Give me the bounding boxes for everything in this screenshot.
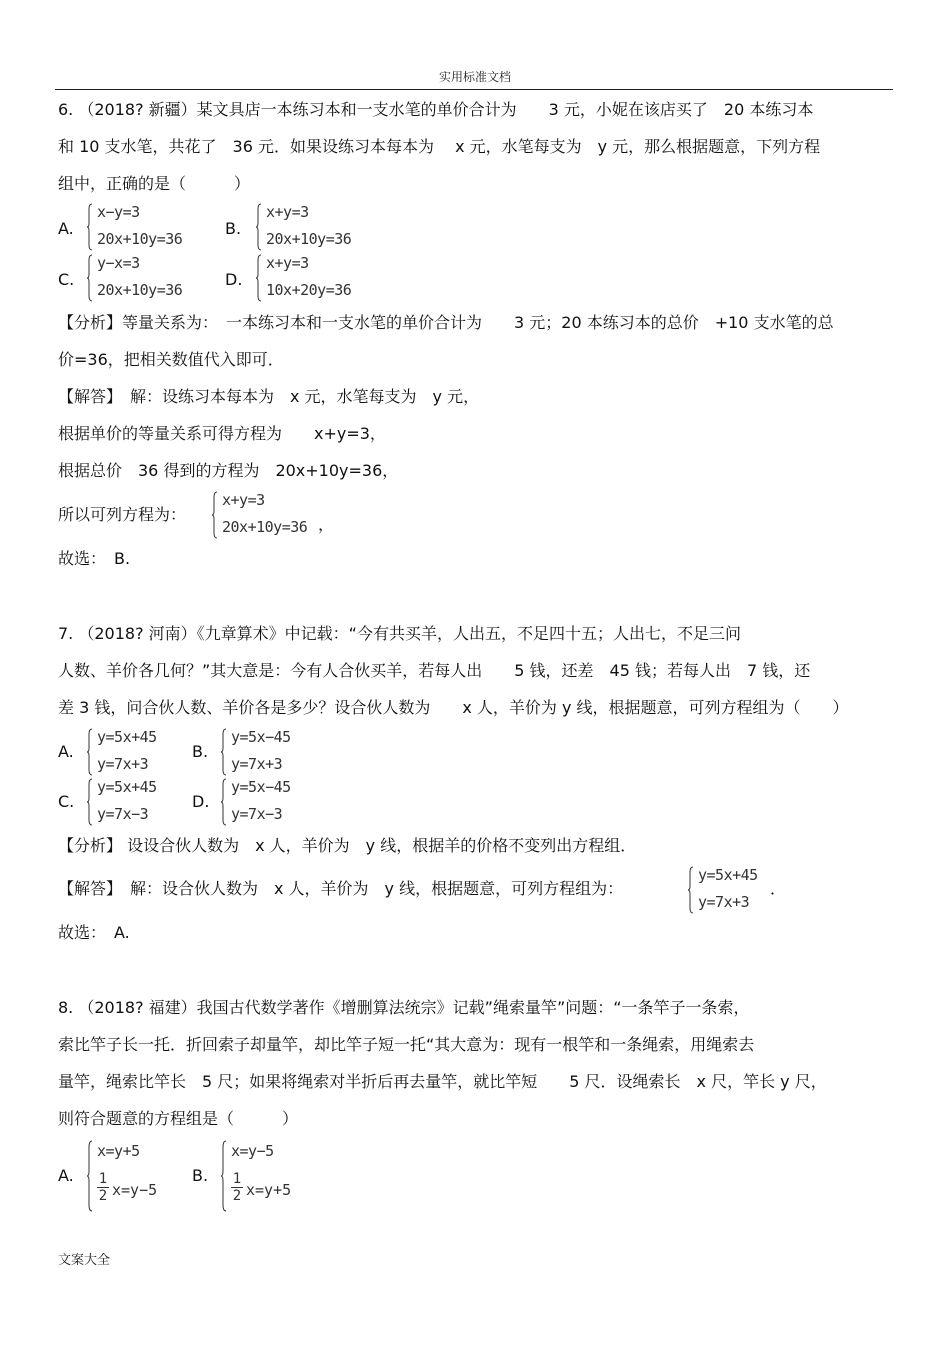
q7-option-a-system — [87, 728, 187, 776]
q8-line-2: 索比竿子长一托．折回索子却量竿，却比竿子短一托“其大意为：现有一根竿和一条绳索，用绳索去 — [58, 1035, 755, 1054]
q6-d-eq-1: x+y=3 — [266, 254, 309, 272]
q6-d-eq-2: 10x+20y=36 — [266, 281, 352, 299]
q7-option-b-system — [221, 728, 321, 776]
q6-line-1: 6. （2018? 新疆）某文具店一本练习本和一支水笔的单价合计为 3 元，小妮在该店买了 20 本练习本 — [58, 100, 814, 119]
brace-icon — [256, 254, 262, 302]
q7-a-eq-1: y=5x+45 — [97, 728, 157, 746]
q6-c-eq-1: y−x=3 — [97, 254, 140, 272]
fraction-denominator: 2 — [98, 1188, 108, 1204]
q7-option-d-letter: D. — [192, 792, 210, 811]
brace-icon — [688, 866, 694, 914]
q6-option-c-system — [87, 254, 207, 302]
q8-a-eq-1: x=y+5 — [97, 1142, 140, 1160]
brace-icon — [221, 728, 227, 776]
q6-analysis-line-2: 价=36，把相关数值代入即可． — [58, 350, 284, 369]
q6-b-eq-1: x+y=3 — [266, 203, 309, 221]
brace-icon — [87, 203, 93, 251]
q7-solution-tail: ． — [770, 879, 787, 898]
q7-b-eq-1: y=5x−45 — [231, 728, 291, 746]
q7-option-c-letter: C. — [58, 792, 75, 811]
q7-solution: 【解答】 解：设合伙人数为 x 人，羊价为 y 线，根据题意，可列方程组为： — [58, 879, 624, 898]
q6-so-label: 所以可列方程为： — [58, 505, 187, 524]
q6-final-system — [212, 491, 335, 539]
q8-a-fraction — [97, 1172, 109, 1203]
q7-option-d-system — [221, 778, 321, 826]
q7-line-1: 7. （2018? 河南）《九章算术》中记载：“今有共买羊，人出五，不足四十五；人出七，不足三问 — [58, 624, 741, 643]
q7-answer: 故选： A. — [58, 923, 130, 942]
brace-icon — [87, 254, 93, 302]
page-footer: 文案大全 — [58, 1253, 111, 1268]
brace-icon — [256, 203, 262, 251]
page-header: 实用标准文档 — [438, 70, 511, 84]
q8-line-4: 则符合题意的方程组是（ ） — [58, 1109, 299, 1128]
q6-option-c-letter: C. — [58, 270, 75, 289]
q6-a-eq-1: x−y=3 — [97, 203, 140, 221]
q8-line-3: 量竿，绳索比竿长 5 尺；如果将绳索对半折后再去量竿，就比竿短 5 尺．设绳索长 x 尺，竿长 y 尺， — [58, 1072, 827, 1091]
q7-option-c-system — [87, 778, 187, 826]
brace-icon — [87, 728, 93, 776]
q6-line-2: 和 10 支水笔，共花了 36 元．如果设练习本每本为 x 元，水笔每支为 y 元，那么根据题意，下列方程 — [58, 137, 821, 156]
q8-b-eq-2: x=y+5 — [246, 1181, 292, 1199]
fraction-denominator: 2 — [232, 1188, 242, 1204]
brace-icon — [221, 778, 227, 826]
q7-b-eq-2: y=7x+3 — [231, 755, 283, 773]
q6-a-eq-2: 20x+10y=36 — [97, 230, 183, 248]
q7-line-3: 差 3 钱，问合伙人数、羊价各是多少？设合伙人数为 x 人，羊价为 y 线，根据题意，可列方程组为（ ） — [58, 698, 849, 717]
q8-option-b-system — [221, 1140, 311, 1212]
fraction-numerator: 1 — [98, 1171, 108, 1187]
q8-b-eq-1: x=y−5 — [231, 1142, 274, 1160]
q8-b-fraction — [231, 1172, 243, 1203]
q6-b-eq-2: 20x+10y=36 — [266, 230, 352, 248]
q7-d-eq-1: y=5x−45 — [231, 778, 291, 796]
q6-option-d-system — [256, 254, 376, 302]
q7-a-eq-2: y=7x+3 — [97, 755, 149, 773]
q7-d-eq-2: y=7x−3 — [231, 805, 283, 823]
q7-line-2: 人数、羊价各几何？”其大意是：今有人合伙买羊，若每人出 5 钱，还差 45 钱；若每人出 7 钱，还 — [58, 661, 811, 680]
q6-option-b-letter: B. — [225, 219, 242, 238]
q6-option-b-system — [256, 203, 376, 251]
q6-final-tail: ， — [318, 515, 335, 534]
q7-option-b-letter: B. — [192, 742, 209, 761]
q6-analysis-line-1: 【分析】等量关系为： 一本练习本和一支水笔的单价合计为 3 元；20 本练习本的总价 +10 支水笔的总 — [58, 313, 834, 332]
q7-solution-eq-2: y=7x+3 — [698, 893, 750, 911]
q6-line-3: 组中，正确的是（ ） — [58, 174, 251, 193]
q8-option-b-letter: B. — [192, 1166, 209, 1185]
q6-option-d-letter: D. — [225, 270, 243, 289]
q8-a-eq-2: x=y−5 — [112, 1181, 158, 1199]
q6-final-eq-1: x+y=3 — [222, 491, 265, 509]
q8-line-1: 8. （2018? 福建）我国古代数学著作《增删算法统宗》记载”绳索量竿”问题：“一条竿子一条索， — [58, 998, 750, 1017]
q6-solution-line-3: 根据总价 36 得到的方程为 20x+10y=36， — [58, 461, 399, 480]
q6-solution-line-1: 【解答】 解：设练习本每本为 x 元，水笔每支为 y 元， — [58, 387, 480, 406]
brace-icon — [87, 1140, 93, 1212]
q6-option-a-letter: A. — [58, 219, 74, 238]
q7-analysis: 【分析】 设设合伙人数为 x 人，羊价为 y 线，根据羊的价格不变列出方程组． — [58, 836, 637, 855]
header-divider — [55, 89, 893, 90]
brace-icon — [221, 1140, 227, 1212]
fraction-numerator: 1 — [232, 1171, 242, 1187]
q6-option-a-system — [87, 203, 207, 251]
brace-icon — [87, 778, 93, 826]
q7-solution-eq-1: y=5x+45 — [698, 866, 758, 884]
q8-option-a-system — [87, 1140, 177, 1212]
brace-icon — [212, 491, 218, 539]
q6-solution-line-2: 根据单价的等量关系可得方程为 x+y=3， — [58, 424, 386, 443]
q6-answer: 故选： B. — [58, 549, 131, 568]
q7-option-a-letter: A. — [58, 742, 74, 761]
q6-c-eq-2: 20x+10y=36 — [97, 281, 183, 299]
q7-c-eq-2: y=7x−3 — [97, 805, 149, 823]
q7-c-eq-1: y=5x+45 — [97, 778, 157, 796]
q8-option-a-letter: A. — [58, 1166, 74, 1185]
q6-final-eq-2: 20x+10y=36 — [222, 518, 308, 536]
